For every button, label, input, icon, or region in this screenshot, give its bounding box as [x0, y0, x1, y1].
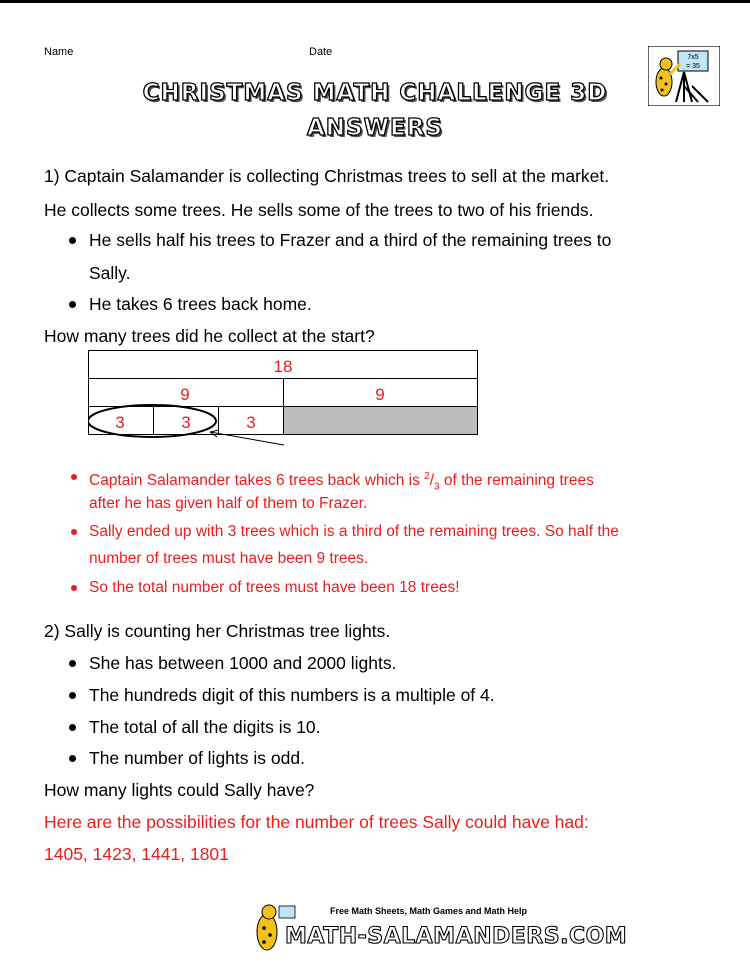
q1-bullet1-line2: Sally. — [89, 263, 131, 283]
q2-answer-line1: Here are the possibilities for the number of trees Sally could have had: — [44, 812, 589, 832]
answer-bullet-dot — [71, 529, 77, 535]
bullet-dot — [69, 660, 76, 667]
logo-board-line1: 7x5 — [687, 54, 699, 61]
bullet-dot — [69, 237, 76, 244]
footer-site[interactable]: MATH-SALAMANDERS.COM — [285, 924, 628, 949]
fraction-numerator: 2 — [424, 471, 430, 482]
total-label: 18 — [273, 357, 293, 376]
q2-bullet: She has between 1000 and 2000 lights. — [89, 653, 397, 673]
date-label: Date — [309, 46, 333, 58]
bar-model-diagram — [88, 350, 488, 455]
q1-answer2-line1: Sally ended up with 3 trees which is a third of the remaining trees. So half the — [89, 523, 619, 540]
q1-intro-line2: He collects some trees. He sells some of the trees to two of his friends. — [44, 200, 594, 220]
third-c-label: 3 — [246, 413, 256, 432]
q2-bullet: The number of lights is odd. — [89, 748, 305, 768]
q1-answer2-line2: number of trees must have been 9 trees. — [89, 550, 369, 567]
third-b-label: 3 — [181, 413, 191, 432]
footer-tagline: Free Math Sheets, Math Games and Math Help — [330, 906, 528, 916]
bullet-dot — [69, 755, 76, 762]
q1-question: How many trees did he collect at the start? — [44, 326, 375, 346]
q2-bullet: The total of all the digits is 10. — [89, 717, 321, 737]
page-subtitle: ANSWERS — [307, 115, 443, 141]
bullet-dot — [69, 724, 76, 731]
answer-bullet-dot — [71, 474, 77, 480]
answer-bullet-dot — [71, 585, 77, 591]
q1-bullet1-line1: He sells half his trees to Frazer and a third of the remaining trees to — [89, 230, 612, 250]
salamander-logo — [648, 46, 720, 106]
logo-board-line2: = 35 — [686, 63, 700, 70]
half-right-label: 9 — [375, 385, 385, 404]
q2-question: How many lights could Sally have? — [44, 780, 315, 800]
page-title: CHRISTMAS MATH CHALLENGE 3D — [142, 80, 608, 106]
bullet-dot — [69, 301, 76, 308]
q2-bullet: The hundreds digit of this numbers is a multiple of 4. — [89, 685, 495, 705]
q1-answer1-line2: after he has given half of them to Frazer. — [89, 495, 368, 512]
q2-answer-line2: 1405, 1423, 1441, 1801 — [44, 844, 229, 864]
q1-intro-line1: 1) Captain Salamander is collecting Christmas trees to sell at the market. — [44, 166, 610, 186]
third-a-label: 3 — [115, 413, 125, 432]
half-left-label: 9 — [180, 385, 190, 404]
q2-intro: 2) Sally is counting her Christmas tree lights. — [44, 621, 391, 641]
q1-bullet2: He takes 6 trees back home. — [89, 294, 312, 314]
q1-answer1-line1: Captain Salamander takes 6 trees back which is $^2/_3$ of the remaining trees — [89, 471, 594, 493]
fraction-denominator: 3 — [434, 481, 440, 493]
shaded-cell — [284, 407, 478, 435]
name-label: Name — [44, 46, 74, 58]
q1-answer3: So the total number of trees must have been 18 trees! — [89, 579, 460, 596]
bullet-dot — [69, 692, 76, 699]
top-rule — [0, 0, 750, 3]
